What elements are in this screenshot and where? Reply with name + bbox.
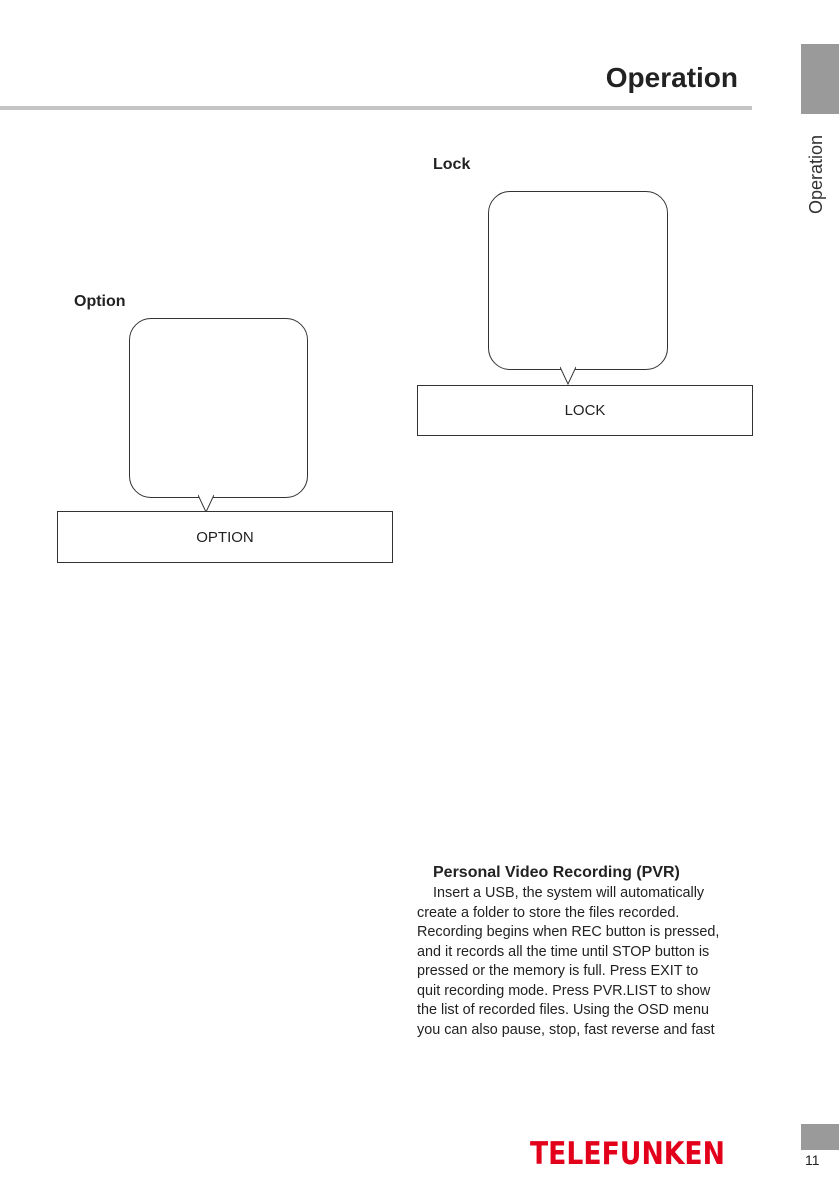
page-number-marker [801,1124,839,1150]
pvr-section-title: Personal Video Recording (PVR) [433,864,680,881]
option-menu-label: OPTION [196,528,254,546]
lock-callout [488,191,668,370]
option-section-label: Option [74,293,126,310]
pvr-section-body [417,884,757,1040]
header-rule [0,106,752,110]
side-tab-label: Operation [806,134,827,214]
telefunken-logo: TELEFUNKEN [530,1136,725,1172]
side-tab [802,128,832,220]
side-tab-marker [801,44,839,114]
lock-section-label: Lock [433,156,471,173]
option-callout [129,318,308,498]
pvr-paragraph: Insert a USB, the system will automatically create a folder to store the files recorded. Recording begins when REC button is pressed, and it records all the time until STOP button is pressed or the memory is full. Press EXIT to quit recording mode. Press PVR.LIST to show the list of recorded files. Using the OSD menu you can also pause, stop, fast reverse and fast [417,885,720,1038]
page-title: Operation [605,62,738,93]
lock-menu-label: LOCK [564,402,606,419]
option-menu-box [57,511,393,563]
page-number: 11 [805,1152,820,1168]
lock-callout-pointer [560,366,576,386]
lock-menu-box [417,385,753,436]
